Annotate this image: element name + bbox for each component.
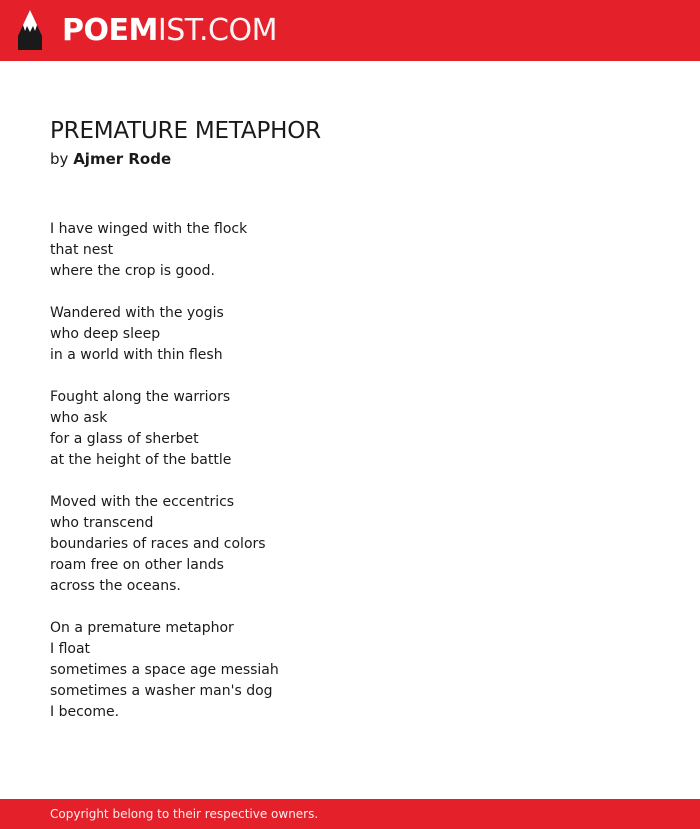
poem-line: On a premature metaphor — [50, 620, 234, 636]
poem-line: I have winged with the flock — [50, 221, 248, 237]
poem-line: across the oceans. — [50, 578, 181, 594]
poem-line: roam free on other lands — [50, 557, 224, 573]
poem-title: PREMATURE METAPHOR — [50, 118, 321, 144]
poem-line: I become. — [50, 704, 120, 720]
stanza — [50, 492, 650, 597]
poem-line: in a world with thin flesh — [50, 347, 223, 363]
site-footer — [0, 799, 700, 829]
poem-line: who ask — [50, 410, 108, 426]
brand-name-light: IST.COM — [157, 13, 277, 48]
stanza — [50, 618, 650, 723]
poem-line: who transcend — [50, 515, 154, 531]
poem-line: who deep sleep — [50, 326, 161, 342]
site-logo-wordmark[interactable] — [62, 12, 277, 50]
by-label: by — [50, 150, 69, 168]
stanza — [50, 303, 650, 366]
stanza — [50, 387, 650, 471]
poem-line: Fought along the warriors — [50, 389, 231, 405]
poem-line: at the height of the battle — [50, 452, 232, 468]
poem-line: Moved with the eccentrics — [50, 494, 235, 510]
poem-line: that nest — [50, 242, 114, 258]
brand-name-bold: POEM — [62, 13, 158, 48]
poem-body — [50, 219, 650, 723]
copyright-notice: Copyright belong to their respective owners. — [50, 807, 319, 821]
poem-line: boundaries of races and colors — [50, 536, 266, 552]
poem-line: Wandered with the yogis — [50, 305, 224, 321]
poem-line: for a glass of sherbet — [50, 431, 199, 447]
poem-line: where the crop is good. — [50, 263, 215, 279]
stanza — [50, 219, 650, 282]
poem-line: sometimes a space age messiah — [50, 662, 279, 678]
pencil-tip-icon[interactable] — [17, 9, 43, 51]
author-name: Ajmer Rode — [73, 150, 172, 168]
poem-line: sometimes a washer man's dog — [50, 683, 273, 699]
poem-byline — [50, 149, 171, 169]
site-header — [0, 0, 700, 61]
poem-line: I float — [50, 641, 91, 657]
